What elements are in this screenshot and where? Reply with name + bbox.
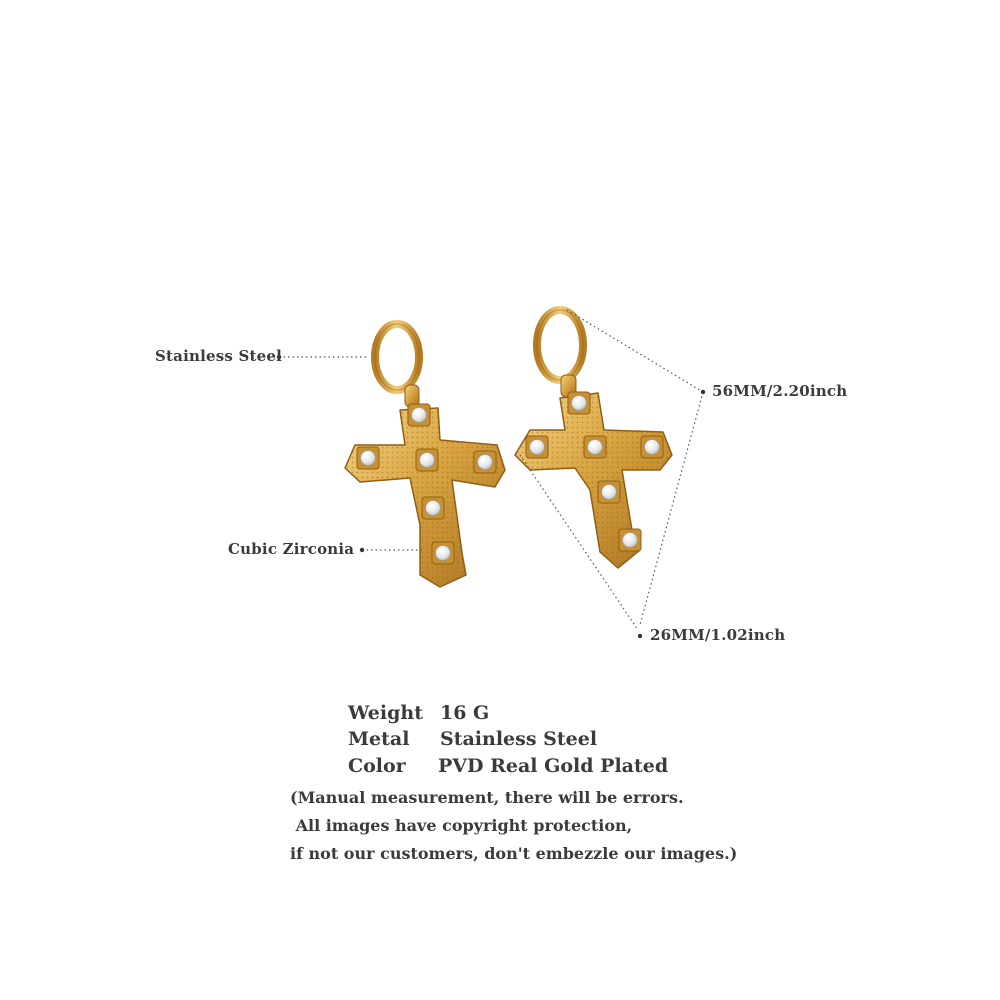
callout-dot-width (638, 634, 642, 638)
spec-color-key: Color (348, 755, 406, 777)
note-line-1: (Manual measurement, there will be errors. (290, 788, 684, 807)
width-label: 26MM/1.02inch (650, 626, 786, 644)
spec-color-value: PVD Real Gold Plated (438, 755, 669, 777)
length-label: 56MM/2.20inch (712, 382, 848, 400)
spec-metal-key: Metal (348, 728, 410, 750)
note-line-2: All images have copyright protection, (290, 816, 633, 835)
right-stone-bottom (619, 529, 641, 551)
spec-weight-value: 16 G (440, 702, 490, 724)
left-stone-left (357, 447, 379, 469)
spec-metal-value: Stainless Steel (440, 728, 598, 750)
right-stone-top (568, 392, 590, 414)
left-cross (345, 404, 505, 587)
stone-label: Cubic Zirconia (228, 540, 355, 558)
right-earring (515, 310, 672, 568)
callout-dot-stone (360, 548, 364, 552)
left-stone-center (416, 449, 438, 471)
callout-dot-length (701, 390, 705, 394)
spec-weight-key: Weight (348, 702, 423, 724)
left-earring (345, 324, 505, 587)
left-stone-right (474, 451, 496, 473)
right-stone-center (584, 436, 606, 458)
right-stone-right (641, 436, 663, 458)
left-stone-lower (422, 497, 444, 519)
note-line-3: if not our customers, don't embezzle our images.) (290, 844, 738, 863)
right-stone-lower (598, 481, 620, 503)
material-label: Stainless Steel (155, 347, 282, 365)
left-stone-top (408, 404, 430, 426)
right-stone-left (526, 436, 548, 458)
left-stone-bottom (432, 542, 454, 564)
right-cross (515, 392, 672, 568)
